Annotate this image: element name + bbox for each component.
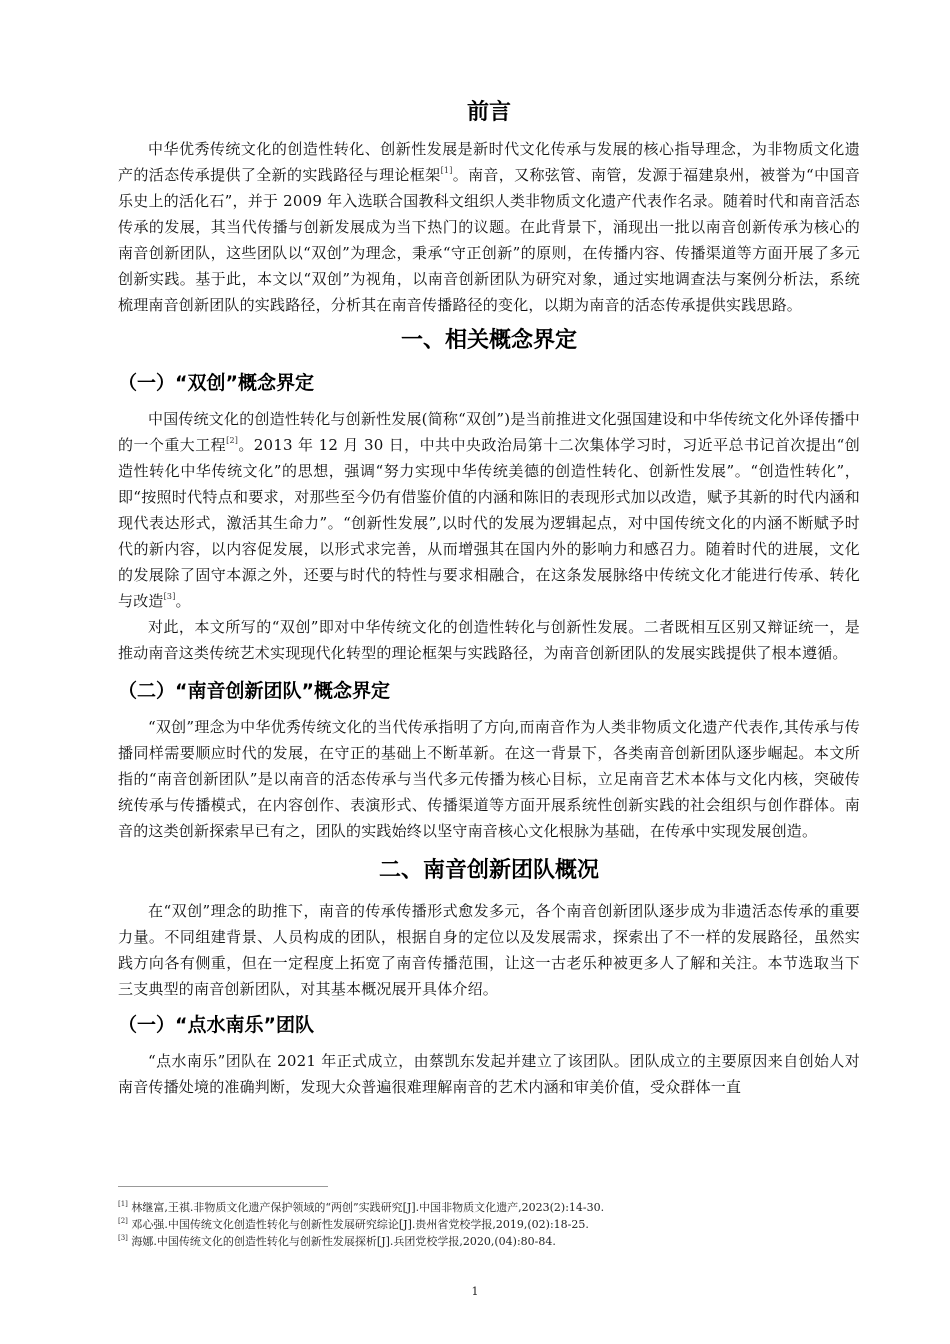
section-1-heading: 一、相关概念界定 — [400, 328, 577, 353]
footnote-1: [1] 林继富,王祺.非物质文化遗产保护领域的“两创”实践研究[J].中国非物质文化遗产,2023(2):14-30. — [118, 1200, 605, 1214]
body-content — [118, 96, 860, 1100]
section-2-heading: 二、南音创新团队概况 — [378, 858, 599, 883]
section-1-2-heading: （二）“南音创新团队”概念界定 — [118, 680, 390, 702]
footnote-2: [2] 邓心强.中国传统文化创造性转化与创新性发展研究综论[J].贵州省党校学报,2019,(02):18-25. — [118, 1217, 589, 1231]
preface-paragraph: 中华优秀传统文化的创造性转化、创新性发展是新时代文化传承与发展的核心指导理念，为非物质文化遗产的活态传承提供了全新的实践路径与理论框架[1]。南音，又称弦管、南管，发源于福建泉州，被誉为“中国音乐史上的活化石”，并于 2009 年入选联合国教科文组织人类非物质文化遗产代表作名录。随着时代和南音活态传承的发展，其当代传播与创新发展成为当下热门的议题。在此背景下，涌现出一批以南音创新传承为核心的南音创新团队，这些团队以“双创”为理念，秉承“守正创新”的原则，在传播内容、传播渠道等方面开展了多元创新实践。基于此，本文以“双创”为视角，以南音创新团队为研究对象，通过实地调查法与案例分析法，系统梳理南音创新团队的实践路径，分析其在南音传播路径的变化，以期为南音的活态传承提供实践思路。 — [118, 140, 860, 314]
preface-heading: 前言 — [466, 100, 511, 125]
section-1-1-heading: （一）“双创”概念界定 — [118, 372, 314, 394]
section-1-1-paragraph-2: 对此，本文所写的“双创”即对中华传统文化的创造性转化与创新性发展。二者既相互区别又辩证统一，是推动南音这类传统艺术实现现代化转型的理论框架与实践路径，为南音创新团队的发展实践提供了根本遵循。 — [118, 618, 860, 662]
footnote-ref-2[interactable]: [2] — [226, 436, 239, 445]
footnote-3: [3] 海娜.中国传统文化的创造性转化与创新性发展探析[J].兵团党校学报,2020,(04):80-84. — [118, 1234, 556, 1248]
section-1-2-paragraph: “双创”理念为中华优秀传统文化的当代传承指明了方向,而南音作为人类非物质文化遗产代表作,其传承与传播同样需要顺应时代的发展，在守正的基础上不断革新。在这一背景下，各类南音创新团队逐步崛起。本文所指的“南音创新团队”是以南音的活态传承与当代多元传播为核心目标，立足南音艺术本体与文化内核，突破传统传承与传播模式，在内容创作、表演形式、传播渠道等方面开展系统性创新实践的社会组织与创作群体。南音的这类创新探索早已有之，团队的实践始终以坚守南音核心文化根脉为基础，在传承中实现发展创造。 — [118, 718, 860, 840]
footnote-ref-1[interactable]: [1] — [440, 166, 453, 175]
section-2-paragraph: 在“双创”理念的助推下，南音的传承传播形式愈发多元，各个南音创新团队逐步成为非遗活态传承的重要力量。不同组建背景、人员构成的团队，根据自身的定位以及发展需求，探索出了不一样的发展路径，虽然实践方向各有侧重，但在一定程度上拓宽了南音传播范围，让这一古老乐种被更多人了解和关注。本节选取当下三支典型的南音创新团队，对其基本概况展开具体介绍。 — [118, 902, 860, 998]
page-number: 1 — [471, 1285, 479, 1298]
section-2-1-paragraph: “点水南乐”团队在 2021 年正式成立，由蔡凯东发起并建立了该团队。团队成立的主要原因来自创始人对南音传播处境的准确判断，发现大众普遍很难理解南音的艺术内涵和审美价值，受众群体一直 — [118, 1052, 860, 1096]
section-2-1-heading: （一）“点水南乐”团队 — [118, 1014, 314, 1036]
footnotes — [118, 1186, 860, 1250]
footnote-ref-3[interactable]: [3] — [163, 592, 176, 601]
footnote-divider — [118, 1186, 328, 1187]
section-1-1-paragraph-1: 中国传统文化的创造性转化与创新性发展(简称“双创”)是当前推进文化强国建设和中华传统文化外译传播中的一个重大工程[2]。2013 年 12 月 30 日，中共中央政治局第十二次集体学习时，习近平总书记首次提出“创造性转化中华传统文化”的思想，强调“努力实现中华传统美德的创造性转化、创新性发展”。“创造性转化”，即“按照时代特点和要求，对那些至今仍有借鉴价值的内涵和陈旧的表现形式加以改造，赋予其新的时代内涵和现代表达形式，激活其生命力”。“创新性发展”,以时代的发展为逻辑起点，对中国传统文化的内涵不断赋予时代的新内容，以内容促发展，以形式求完善，从而增强其在国内外的影响力和感召力。随着时代的进展，文化的发展除了固守本源之外，还要与时代的特性与要求相融合，在这条发展脉络中传统文化才能进行传承、转化与改造[3]。 — [118, 410, 860, 610]
